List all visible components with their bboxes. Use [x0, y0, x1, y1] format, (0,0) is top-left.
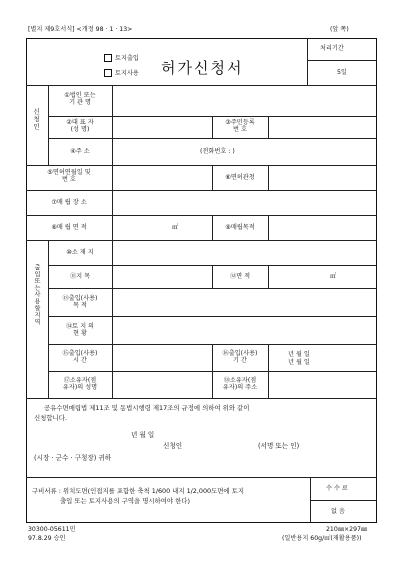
- entry-period-label: ⑯출입(사용) 기 간: [222, 350, 258, 365]
- entry-time-field[interactable]: [113, 345, 211, 370]
- divider: [268, 265, 269, 288]
- owner-name-field[interactable]: [113, 372, 211, 397]
- corp-name-field[interactable]: [113, 86, 376, 115]
- reclaim-area-label: ⑧매 립 면 적: [51, 224, 87, 231]
- entry-area-group-label: 출입또는사용할지역: [33, 264, 40, 326]
- paper-size: 210㎜×297㎜: [326, 526, 368, 533]
- land-status-field[interactable]: [113, 317, 376, 343]
- license-date-label: ⑤면허연월일 및 번 호: [47, 169, 91, 184]
- reclaim-purpose-field[interactable]: [269, 216, 376, 239]
- approval-date: 97.8.29 승인: [28, 535, 66, 542]
- form-reference: [별지 제9호서식] <개정 98 · 1 · 13>: [28, 26, 133, 33]
- representative-label: ②대 표 자 (성 명): [66, 119, 94, 134]
- form-title: 허가신청서: [161, 59, 244, 77]
- location-label: ⑩소 재 지: [66, 249, 94, 256]
- checkbox-icon: [104, 69, 112, 77]
- entry-purpose-label: ⑬출입(사용) 목 적: [62, 295, 98, 310]
- address-label: ④주 소: [70, 148, 90, 155]
- divider: [307, 60, 377, 61]
- divider: [48, 240, 49, 398]
- divider: [307, 38, 308, 85]
- entry-period-start: 년 월 일: [288, 351, 310, 358]
- land-category-field[interactable]: [113, 266, 211, 287]
- entry-period-end: 년 월 일: [288, 359, 310, 366]
- entry-purpose-field[interactable]: [113, 289, 376, 315]
- reclaim-area-unit: ㎡: [172, 224, 179, 231]
- reclaim-location-field[interactable]: [113, 191, 376, 214]
- divider: [48, 344, 377, 345]
- divider: [26, 477, 377, 478]
- divider: [26, 398, 377, 399]
- owner-address-field[interactable]: [269, 372, 376, 397]
- required-documents-line1: 구비서류 : 위치도면(인접지를 포함한 축척 1/600 내지 1/2,000도면에 토지: [32, 487, 244, 495]
- option-land-entry[interactable]: 토지출입: [104, 54, 139, 62]
- land-status-label: ⑭토 지 의 현 황: [65, 323, 95, 338]
- paper-spec: (일반용지 60g/㎡(재활용품)): [282, 535, 362, 542]
- divider: [310, 500, 377, 501]
- resident-number-label: ③주민등록 번 호: [225, 119, 255, 134]
- checkbox-icon: [104, 54, 112, 62]
- fee-value: 없 음: [331, 508, 345, 515]
- required-documents-line2: 출입 또는 토지사용의 구역을 명시하여야 한다): [60, 497, 190, 505]
- entry-area-unit: ㎡: [330, 273, 337, 280]
- resident-number-field[interactable]: [269, 117, 376, 137]
- license-date-field[interactable]: [113, 166, 211, 189]
- phone-label: (전화번호 : ): [200, 148, 235, 155]
- processing-period-value: 5일: [337, 69, 347, 76]
- divider: [48, 138, 377, 139]
- declaration-recipient: (시장 · 군수 · 구청장) 귀하: [34, 454, 112, 462]
- page-side-label: (앞 쪽): [330, 26, 349, 33]
- declaration-applicant: 신청인: [163, 442, 183, 450]
- license-authority-label: ⑥면허관청: [225, 174, 255, 181]
- land-category-label: ⑪지 목: [69, 273, 91, 280]
- owner-address-label: ⑱소유자(점 유자)의 주소: [222, 377, 258, 392]
- fee-label: 수 수 료: [326, 485, 348, 492]
- license-authority-field[interactable]: [269, 166, 376, 189]
- entry-time-label: ⑮출입(사용) 시 간: [62, 350, 98, 365]
- processing-period-label: 처리기간: [320, 45, 344, 52]
- declaration-date: 년 월 일: [131, 431, 155, 439]
- option-land-use[interactable]: 토지사용: [104, 69, 139, 77]
- entry-area-label: ⑫면 적: [229, 273, 251, 280]
- reclaim-purpose-label: ⑨매립목적: [225, 224, 255, 231]
- owner-name-label: ⑰소유자(점 유자)의 성명: [62, 377, 98, 392]
- corp-name-label: ①법인 또는 기 관 명: [64, 92, 96, 107]
- location-field[interactable]: [113, 241, 376, 264]
- representative-field[interactable]: [113, 117, 211, 137]
- reclaim-location-label: ⑦매 립 장 소: [51, 199, 87, 206]
- divider: [48, 265, 377, 266]
- form-code: 30300-05611민: [28, 526, 76, 533]
- applicant-group-label: 신청인: [32, 108, 40, 131]
- declaration-text-line1: 공유수면매립법 제11조 및 동법시행령 제17조의 규정에 의하여 위와 같이: [44, 404, 250, 412]
- declaration-text-line2: 신청합니다.: [34, 414, 67, 422]
- declaration-signature: (서명 또는 인): [258, 442, 300, 450]
